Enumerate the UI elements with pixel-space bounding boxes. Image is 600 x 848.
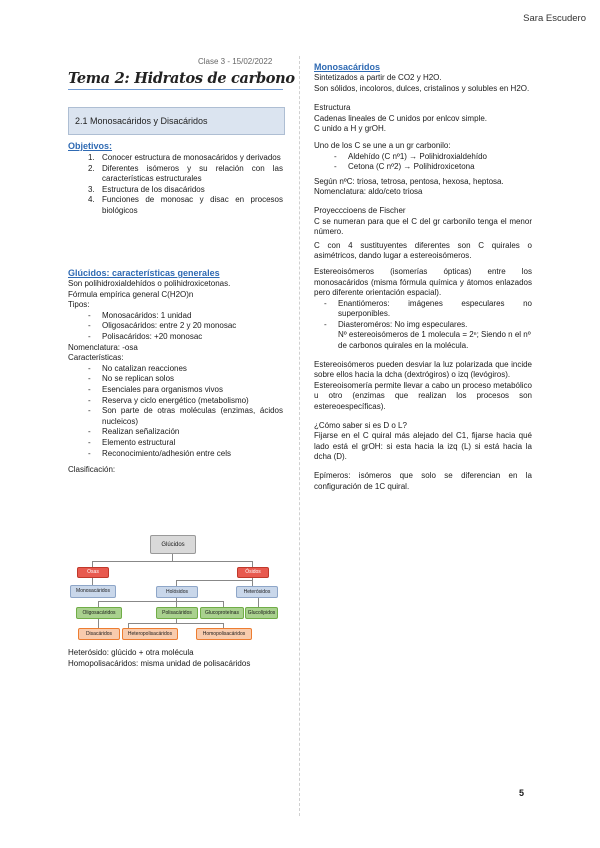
glucidos-intro-2: Fórmula empírica general C(H2O)n: [68, 289, 194, 299]
fischer-label: Proyecccioens de Fischer: [314, 205, 406, 215]
list-item: - Oligosacáridos: entre 2 y 20 monosac: [88, 321, 237, 331]
node-monosacaridos: Monosacáridos: [70, 585, 116, 598]
title-underline: [68, 89, 283, 90]
segun-line-1: Según nºC: triosa, tetrosa, pentosa, hexosa, heptosa.: [314, 176, 504, 186]
proceso-paragraph: Estereoisomería permite llevar a cabo un proceso metabólico u otro (enzimas que realizan los procesos son estereoespecíficas).: [314, 380, 532, 412]
glucidos-block: [68, 268, 283, 476]
list-item: - Elemento estructural: [88, 437, 176, 447]
monosacaridos-block: [314, 62, 532, 492]
page-number: 5: [519, 788, 525, 798]
list-item: 1. Conocer estructura de monosacáridos y derivados: [88, 153, 281, 162]
node-glucoproteinas: Glucoproteínas: [200, 607, 244, 619]
node-polisacaridos: Polisacáridos: [156, 607, 198, 619]
estructura-line-1: Cadenas lineales de C unidos por enlcov simple.: [314, 113, 487, 123]
list-item: - Realizan señalización: [88, 427, 180, 437]
list-item: - No se replican solos: [88, 374, 175, 384]
estructura-label: Estructura: [314, 103, 351, 113]
list-item: - Polisacáridos: +20 monosac: [88, 331, 203, 341]
author-name: Sara Escudero: [523, 13, 586, 24]
glucidos-heading: Glúcidos: características generales: [68, 268, 220, 278]
list-item: 2. Diferentes isómeros y su relación con las características estructurales: [88, 163, 283, 184]
classification-diagram: [68, 530, 278, 645]
estereo-formula: Nº estereoisómeros de 1 molecula = 2ⁿ; Siendo n el nº de carbonos quirales en la molécula.: [338, 330, 531, 351]
class-date: Clase 3 - 15/02/2022: [198, 57, 273, 66]
caracteristicas-label: Características:: [68, 353, 124, 363]
nomenclatura: Nomenclatura: -osa: [68, 342, 138, 352]
tipos-label: Tipos:: [68, 300, 90, 310]
list-item: - No catalizan reacciones: [88, 363, 187, 373]
dl-question: ¿Cómo saber si es D o L?: [314, 420, 407, 430]
list-item: - Aldehído (C nº1) → Polihidroxialdehído: [334, 151, 487, 161]
list-item: - Son parte de otras moléculas (enzimas, ácidos nucleicos): [88, 406, 283, 426]
epimeros-paragraph: Epímeros: isómeros que solo se diferencian en la configuración de 1C quiral.: [314, 471, 532, 491]
list-item: - Reserva y ciclo energético (metabolismo): [88, 395, 249, 405]
list-item: - Enantiómeros: imágenes especulares no superponibles.: [324, 298, 532, 319]
mono-intro-2: Son sólidos, incoloros, dulces, cristalinos y solubles en H2O.: [314, 83, 530, 93]
mono-intro-1: Sintetizados a partir de CO2 y H2O.: [314, 73, 442, 82]
footer-notes: [68, 648, 283, 669]
monosacaridos-heading: Monosacáridos: [314, 62, 381, 72]
list-item: - Reconocimiento/adhesión entre cels: [88, 448, 231, 458]
clasificacion-label: Clasificación:: [68, 465, 116, 475]
node-heterosidos: Heterósidos: [236, 586, 278, 598]
estructura-line-2: C unido a H y grOH.: [314, 124, 387, 134]
node-osas: Osas: [77, 567, 109, 578]
fischer-paragraph-2: C con 4 sustituyentes diferentes son C quirales o asimétricos, dando lugar a estereoisómeros.: [314, 240, 532, 261]
node-oligosacaridos: Oligosacáridos: [76, 607, 122, 619]
glucidos-intro-1: Son polihidroxialdehídos o polihidroxicetonas.: [68, 279, 231, 288]
list-item: - Cetona (C nº2) → Polihidroxicetona: [334, 162, 475, 172]
heterosido-note: Heterósido: glúcido + otra molécula: [68, 648, 194, 657]
list-item: - Monosacáridos: 1 unidad: [88, 310, 192, 320]
objetivos-heading: Objetivos:: [68, 141, 113, 151]
carbonilo-intro: Uno de los C se une a un gr carbonilo:: [314, 140, 451, 150]
column-divider: [299, 56, 300, 816]
list-item: - Esenciales para organismos vivos: [88, 384, 223, 394]
node-disacaridos: Disacáridos: [78, 628, 120, 640]
node-heteropolisacaridos: Heteropolisacáridos: [122, 628, 178, 640]
desviar-paragraph: Estereoisómeros pueden desviar la luz polarizada que incide sobre ellos hacia la dcha (dextrógiros) o izq (levógiros).: [314, 359, 532, 380]
node-homopolisacaridos: Homopolisacáridos: [196, 628, 252, 640]
segun-line-2: Nomenclatura: aldo/ceto triosa: [314, 187, 423, 197]
objetivos-block: [68, 141, 283, 217]
section-heading: 2.1 Monosacáridos y Disacáridos: [68, 107, 285, 135]
list-item: - Diasteroméros: No img especulares.: [324, 319, 468, 329]
homopolisacaridos-note: Homopolisacáridos: misma unidad de polisacáridos: [68, 658, 251, 668]
fischer-paragraph-1: C se numeran para que el C del gr carbonilo tenga el menor número.: [314, 216, 532, 237]
list-item: 3. Estructura de los disacáridos: [88, 184, 205, 194]
node-osidos: Ósidos: [237, 567, 269, 578]
list-item: 4. Funciones de monosac y disac en procesos biológicos: [88, 195, 283, 215]
node-holosidos: Holósidos: [156, 586, 198, 598]
page-title: Tema 2: Hidratos de carbono: [68, 70, 295, 87]
node-glucolipidos: Glucolípidos: [245, 607, 278, 619]
estereo-paragraph: Estereoisómeros (isomerías ópticas) entre los monosacáridos (misma fórmula química y átomos enlazados pero diferente orientación espacial).: [314, 266, 532, 298]
dl-paragraph: Fijarse en el C quiral más alejado del C1, fijarse hacia qué lado está el grOH: si esta hacia la izq (L) si está hacia la dcha (D).: [314, 431, 532, 462]
node-glucidos: Glúcidos: [150, 535, 196, 554]
